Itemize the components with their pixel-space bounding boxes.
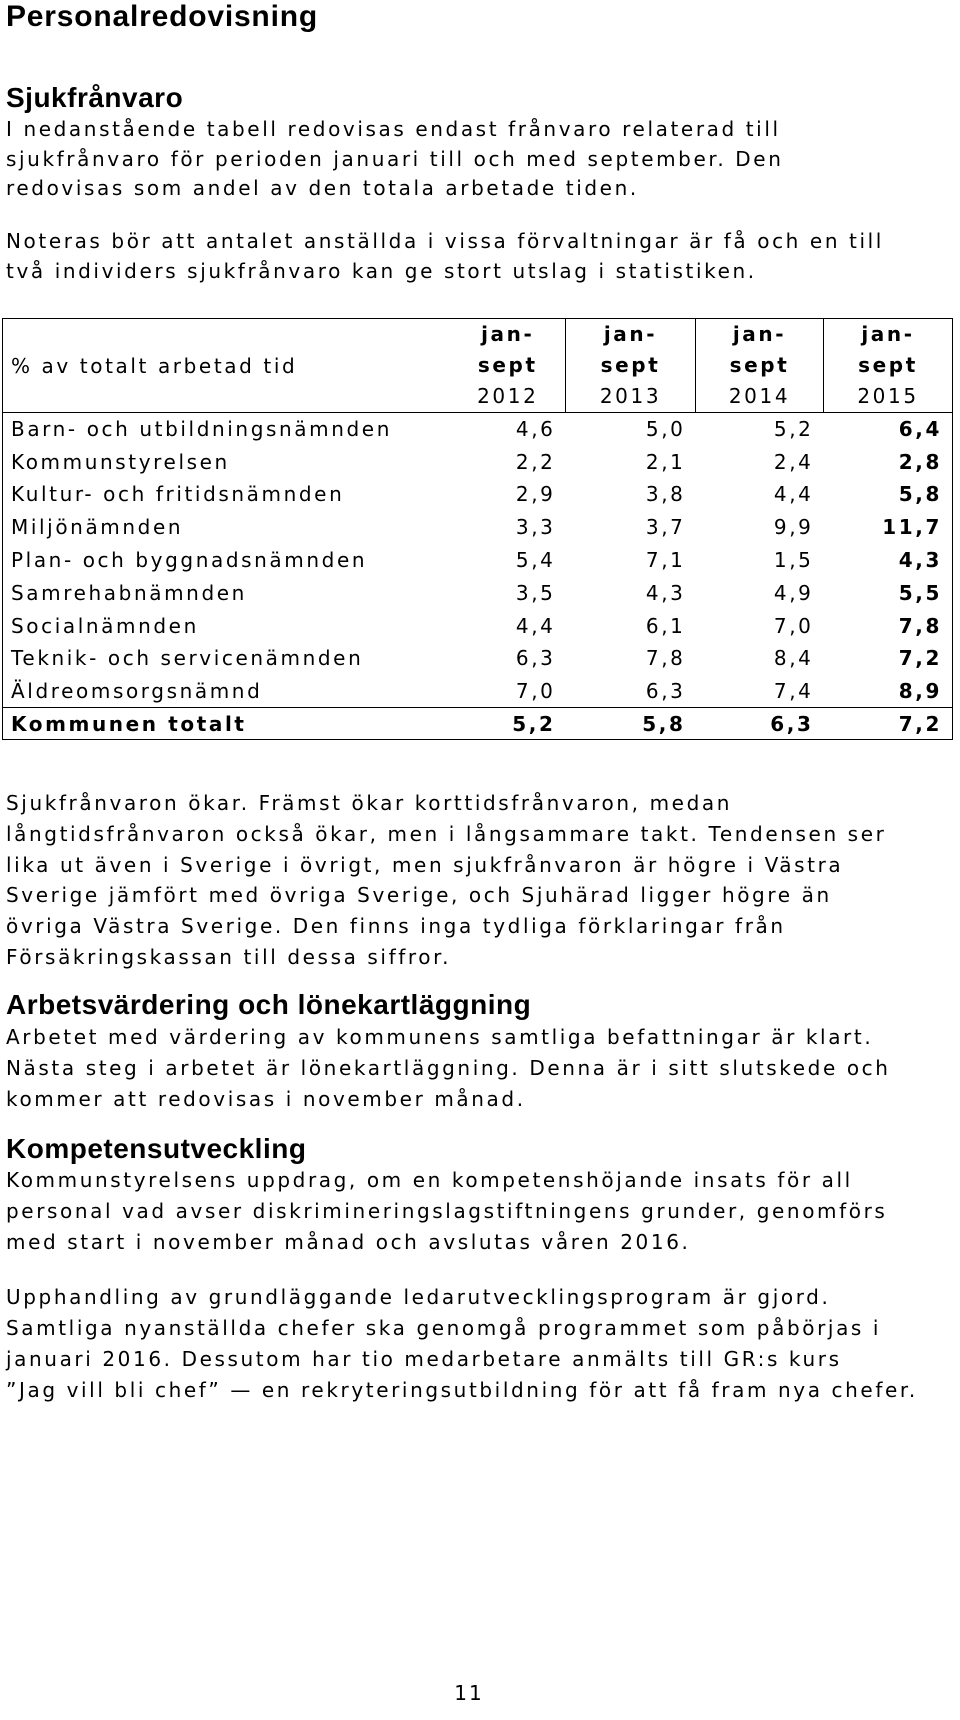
table-cell: 6,3 xyxy=(515,646,556,671)
table-cell: 11,7 xyxy=(882,515,942,540)
row-label: Barn- och utbildningsnämnden xyxy=(11,417,392,442)
table-cell: 7,8 xyxy=(898,613,942,638)
table-cell: 5,8 xyxy=(566,708,696,740)
table-header-label: % av totalt arbetad tid xyxy=(3,319,451,413)
row-label: Teknik- och servicenämnden xyxy=(11,646,364,671)
table-header-2012 xyxy=(451,319,566,413)
header-line: 2015 xyxy=(857,384,919,408)
job-evaluation-paragraph xyxy=(6,1022,891,1115)
row-label: Plan- och byggnadsnämnden xyxy=(11,548,368,573)
text-line: två individers sjukfrånvaro kan ge stort utslag i statistiken. xyxy=(6,258,757,283)
table-cell: 9,9 xyxy=(773,515,814,540)
table-cell: 3,5 xyxy=(515,580,556,605)
text-line: sjukfrånvaro för perioden januari till och med september. Den xyxy=(6,146,784,171)
table-total-row xyxy=(3,708,953,740)
table-header-2015 xyxy=(824,319,953,413)
table-cell: 5,2 xyxy=(451,708,566,740)
table-row xyxy=(3,478,953,511)
text-line: övriga Västra Sverige. Den finns inga tydliga förklaringar från xyxy=(6,914,786,939)
table-cell: 5,2 xyxy=(773,417,814,442)
table-row xyxy=(3,511,953,544)
text-line: Försäkringskassan till dessa siffror. xyxy=(6,944,452,969)
table-cell: 2,2 xyxy=(515,449,556,474)
table-cell: 4,4 xyxy=(773,482,814,507)
text-line: Samtliga nyanställda chefer ska genomgå programmet som påbörjas i xyxy=(6,1316,882,1340)
table-cell: 1,5 xyxy=(773,548,814,573)
text-line: Arbetet med värdering av kommunens samtliga befattningar är klart. xyxy=(6,1025,874,1049)
text-line: med start i november månad och avslutas våren 2016. xyxy=(6,1230,691,1254)
table-header-2014 xyxy=(696,319,824,413)
table-row xyxy=(3,413,953,446)
table-row xyxy=(3,609,953,642)
text-line: personal vad avser diskrimineringslagstiftningens grunder, genomförs xyxy=(6,1199,888,1223)
text-line: I nedanstående tabell redovisas endast frånvaro relaterad till xyxy=(6,117,781,141)
table-cell: 7,0 xyxy=(773,613,814,638)
text-line: Nästa steg i arbetet är lönekartläggning. Denna är i sitt slutskede och xyxy=(6,1056,891,1080)
note-paragraph xyxy=(6,227,884,286)
section-heading-job-evaluation: Arbetsvärdering och lönekartläggning xyxy=(6,989,532,1020)
header-line: sept xyxy=(858,353,918,377)
header-line: 2013 xyxy=(599,384,662,408)
table-row xyxy=(3,642,953,675)
header-line: sept xyxy=(477,353,538,377)
table-cell: 7,4 xyxy=(773,679,814,704)
table-cell: 7,0 xyxy=(515,679,556,704)
table-cell: 5,8 xyxy=(898,482,942,507)
table-cell: 2,4 xyxy=(773,449,814,474)
table-cell: 7,8 xyxy=(645,646,686,671)
intro-paragraph xyxy=(6,115,783,204)
text-line: Noteras bör att antalet anställda i vissa förvaltningar är få och en till xyxy=(6,229,884,253)
total-label: Kommunen totalt xyxy=(3,708,451,740)
text-line: långtidsfrånvaron också ökar, men i långsammare takt. Tendensen ser xyxy=(6,821,887,846)
page-title: Personalredovisning xyxy=(6,0,318,33)
row-label: Socialnämnden xyxy=(11,613,199,638)
header-line: jan- xyxy=(603,322,658,346)
table-cell: 4,9 xyxy=(773,580,814,605)
sick-leave-table xyxy=(2,318,953,740)
row-label: Äldreomsorgsnämnd xyxy=(11,679,263,704)
row-label: Samrehabnämnden xyxy=(11,580,247,605)
header-line: sept xyxy=(729,353,790,377)
table-cell: 4,3 xyxy=(645,580,686,605)
table-cell: 5,0 xyxy=(645,417,686,442)
table-cell: 3,7 xyxy=(645,515,686,540)
text-line: Kommunstyrelsens uppdrag, om en kompetenshöjande insats för all xyxy=(6,1168,853,1192)
header-line: sept xyxy=(600,353,661,377)
table-row xyxy=(3,675,953,708)
text-line: januari 2016. Dessutom har tio medarbetare anmälts till GR:s kurs xyxy=(6,1347,842,1371)
table-cell: 3,3 xyxy=(515,515,556,540)
table-cell: 6,1 xyxy=(645,613,686,638)
competence-paragraph-2 xyxy=(6,1282,918,1406)
table-cell: 8,4 xyxy=(773,646,814,671)
row-label: Miljönämnden xyxy=(11,515,184,540)
header-line: jan- xyxy=(861,322,915,346)
table-cell: 2,9 xyxy=(515,482,556,507)
table-cell: 3,8 xyxy=(645,482,686,507)
text-line: Sverige jämfört med övriga Sverige, och Sjuhärad ligger högre än xyxy=(6,883,832,908)
header-line: 2014 xyxy=(728,384,791,408)
header-line: jan- xyxy=(481,322,535,346)
table-cell: 6,3 xyxy=(645,679,686,704)
table-cell: 6,4 xyxy=(898,417,942,442)
table-cell: 5,5 xyxy=(898,580,942,605)
table-cell: 4,4 xyxy=(515,613,556,638)
competence-paragraph-1 xyxy=(6,1165,887,1258)
text-line: Sjukfrånvaron ökar. Främst ökar korttidsfrånvaron, medan xyxy=(6,791,732,815)
table-cell: 8,9 xyxy=(898,679,942,704)
row-label: Kultur- och fritidsnämnden xyxy=(11,482,345,507)
table-header-2013 xyxy=(566,319,696,413)
table-cell: 7,2 xyxy=(898,646,942,671)
table-row xyxy=(3,576,953,609)
page-number: 11 xyxy=(454,1681,484,1705)
table-cell: 4,3 xyxy=(898,548,942,573)
text-line: lika ut även i Sverige i övrigt, men sjukfrånvaron är högre i Västra xyxy=(6,852,844,877)
text-line: redovisas som andel av den totala arbetade tiden. xyxy=(6,176,639,200)
table-row xyxy=(3,445,953,478)
table-header-row xyxy=(3,319,953,413)
text-line: Upphandling av grundläggande ledarutvecklingsprogram är gjord. xyxy=(6,1285,831,1309)
row-label: Kommunstyrelsen xyxy=(11,449,230,474)
table-cell: 2,8 xyxy=(898,449,942,474)
table-cell: 5,4 xyxy=(515,548,556,573)
table-cell: 6,3 xyxy=(696,708,824,740)
table-cell: 7,2 xyxy=(824,708,953,740)
header-line: 2012 xyxy=(477,384,539,408)
section-heading-competence: Kompetensutveckling xyxy=(6,1133,307,1164)
text-line: kommer att redovisas i november månad. xyxy=(6,1087,526,1111)
text-line: ”Jag vill bli chef” — en rekryteringsutbildning för att få fram nya chefer. xyxy=(6,1378,918,1402)
section-heading-sick-leave: Sjukfrånvaro xyxy=(6,82,184,113)
table-cell: 2,1 xyxy=(645,449,686,474)
table-cell: 4,6 xyxy=(515,417,556,442)
analysis-paragraph xyxy=(6,788,886,973)
header-line: jan- xyxy=(732,322,787,346)
table-cell: 7,1 xyxy=(645,548,686,573)
table-row xyxy=(3,544,953,577)
